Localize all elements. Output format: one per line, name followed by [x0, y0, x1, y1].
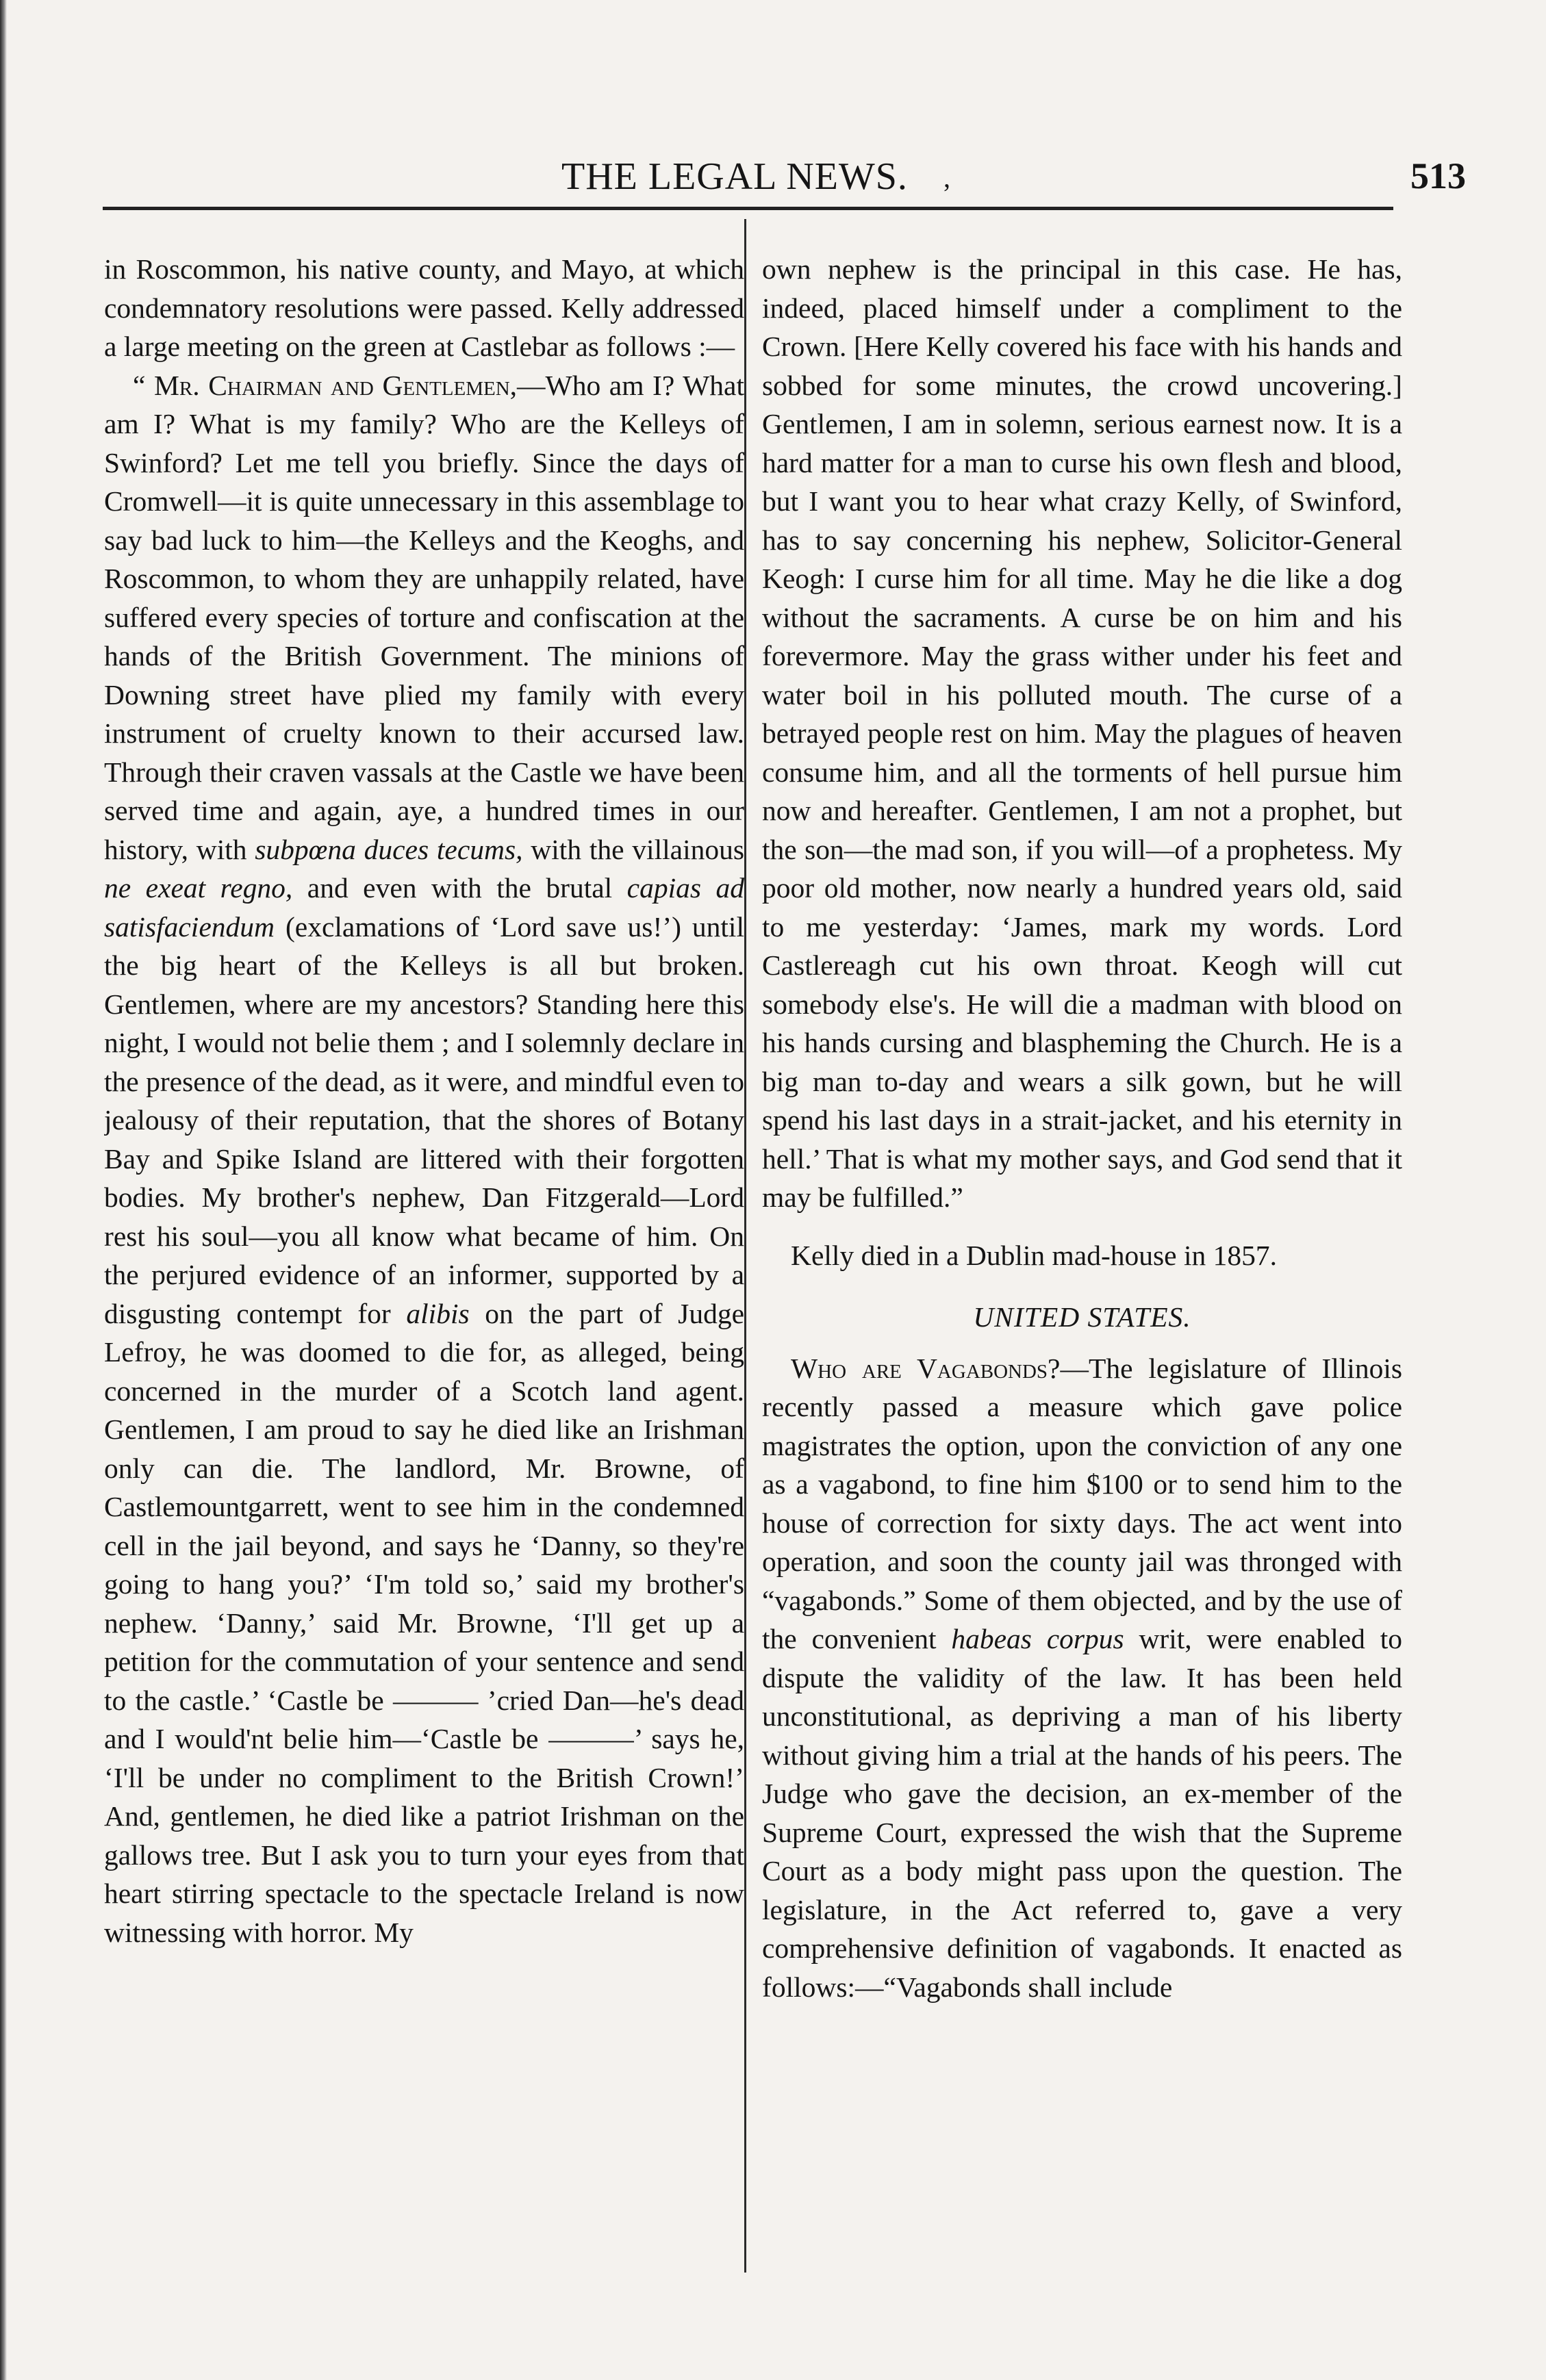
article-heading: Who are Vagabonds? [791, 1352, 1061, 1384]
latin-term: subpœna duces tecums, [255, 833, 523, 865]
latin-term: ne exeat regno, [104, 872, 293, 904]
text-run: writ, were enabled to dispute the validity of the law. It has been held unconstitutional, as depriving a man of his liberty without giving him a trial at the hands of his peers. The Judge who gave the decision, an ex-member of the Supreme Court, expressed the wish that the Supreme Court as a body might pass upon the question. The legislature, in the Act referred to, gave a very comprehensive definition of vagabonds. It enacted as follows:—“Vagabonds shall include [762, 1623, 1402, 2003]
running-header [103, 152, 1466, 200]
text-run: and even with the brutal [292, 872, 627, 904]
text-run: —The legislature of Illinois recently passed a measure which gave police magistrates the option, upon the conviction of any one as a vagabond, to fine him $100 or to send him to the house of correction for sixty days. The act went into operation, and soon the county jail was thronged with “vagabonds.” Some of them objected, and by the use of the convenient [762, 1352, 1402, 1654]
section-title: UNITED STATES. [973, 1301, 1191, 1333]
stray-mark: , [943, 162, 950, 193]
page-edge-shadow [0, 0, 7, 2380]
paragraph: own nephew is the principal in this case. He has, indeed, placed himself under a compliment to the Crown. [Here Kelly covered his face with his hands and sobbed for some minutes, the crowd uncovering.] Gentlemen, I am in solemn, serious earnest now. It is a hard matter for a man to curse his own flesh and blood, but I want you to hear what crazy Kelly, of Swinford, has to say concerning his nephew, Solicitor-General Keogh: I curse him for all time. May he die like a dog without the sacraments. A curse be on him and his forevermore. May the grass wither under his feet and water boil in his polluted mouth. The curse of a betrayed people rest on him. May the plagues of heaven consume him, and all the torments of hell pursue him now and hereafter. Gentlemen, I am not a prophet, but the son—the mad son, if you will—of a prophetess. My poor old mother, now nearly a hundred years old, said to me yesterday: ‘James, mark my words. Lord Castlereagh cut his own throat. Keogh will cut somebody else's. He will die a madman with blood on his hands cursing and blaspheming the Church. He is a big man to-day and wears a silk gown, but he will spend his last days in a strait-jacket, and his eternity in hell.’ That is what my mother says, and God send that it may be fulfilled.” [762, 253, 1402, 1213]
right-column [762, 250, 1402, 2310]
text-run: on the part of Judge Lefroy, he was doomed to die for, as alleged, being concerned in the murder of a Scotch land agent. Gentlemen, I am proud to say he died like an Irishman only can die. The landlord, Mr. Browne, of Castlemountgarrett, went to see him in the condemned cell in the jail beyond, and says he ‘Danny, so they're going to hang you?’ ‘I'm told so,’ said my brother's nephew. ‘Danny,’ said Mr. Browne, ‘I'll get up a petition for the commutation of your sentence and send to the castle.’ ‘Castle be ——— ’cried Dan—he's dead and I would'nt belie him—‘Castle be ———’ says he, ‘I'll be under no compliment to the British Crown!’ And, gentlemen, he died like a patriot Irishman on the gallows tree. But I ask you to turn your eyes from that heart stirring spectacle to the spectacle Ireland is now witnessing with horror. My [104, 1297, 744, 1948]
journal-title: THE LEGAL NEWS. [561, 155, 908, 198]
text-run: —Who am I? What am I? What is my family? Who are the Kelleys of Swinford? Let me tell you briefly. Since the days of Cromwell—it is quite unnecessary in this assemblage to say bad luck to him—the Kelleys and the Keoghs, and Roscommon, to whom they are unhappily related, have suffered every species of torture and confiscation at the hands of the British Government. The minions of Downing street have plied my family with every instrument of cruelty known to their accursed law. Through their craven vassals at the Castle we have been served time and again, aye, a hundred times in our history, with [104, 369, 744, 865]
page-number: 513 [1410, 155, 1466, 196]
open-quote: “ [133, 369, 155, 401]
spacer [762, 1217, 1402, 1236]
latin-term: alibis [406, 1297, 470, 1329]
speech-salutation: Mr. Chairman and Gentlemen, [154, 369, 518, 401]
latin-term: capias ad satisfaciendum [104, 872, 744, 943]
paragraph [762, 1349, 1402, 2007]
paragraph [104, 366, 744, 1952]
paragraph: in Roscommon, his native county, and Mayo, at which condemnatory resolutions were passed. Kelly addressed a large meeting on the green at Castlebar as follows :— [104, 253, 744, 362]
text-run: (exclamations of ‘Lord save us!’) until the big heart of the Kelleys is all but broken. Gentlemen, where are my ancestors? Standing here this night, I would not belie them ; and I solemnly declare in the presence of the dead, as it were, and mindful even to jealousy of their reputation, that the shores of Botany Bay and Spike Island are littered with their forgotten bodies. My brother's nephew, Dan Fitzgerald—Lord rest his soul—you all know what became of him. On the perjured evidence of an informer, supported by a disgusting contempt for [104, 910, 744, 1329]
left-column [104, 250, 744, 2310]
paragraph: Kelly died in a Dublin mad-house in 1857. [791, 1239, 1277, 1271]
header-rule [103, 207, 1393, 210]
text-run: with the villainous [522, 833, 744, 865]
latin-term: habeas corpus [951, 1623, 1124, 1654]
column-divider [744, 219, 746, 2273]
